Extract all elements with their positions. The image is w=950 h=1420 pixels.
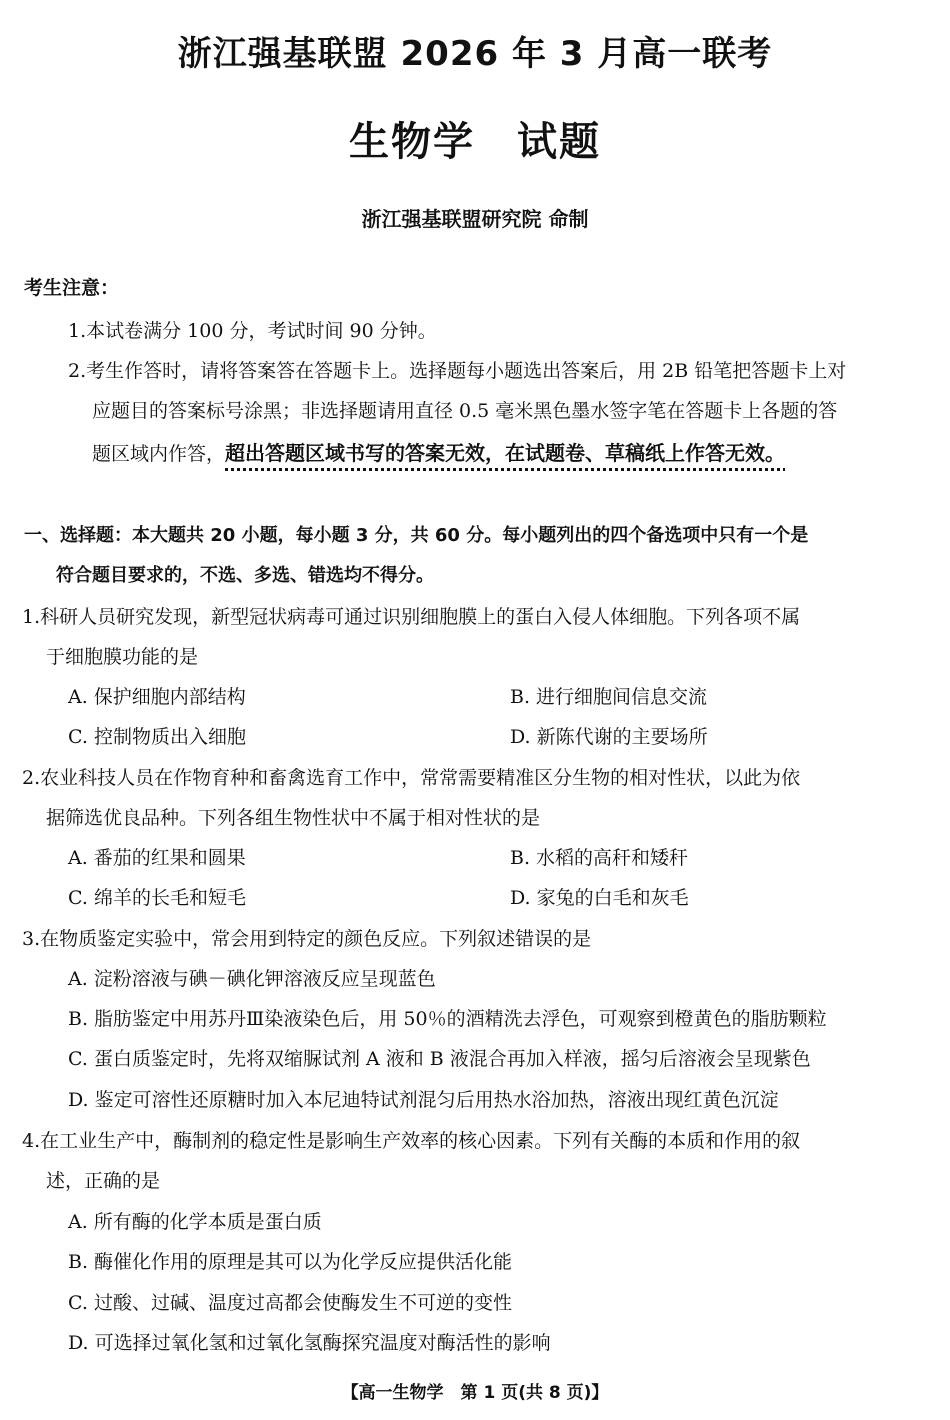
section-1-line-2: 符合题目要求的，不选、多选、错选均不得分。 xyxy=(56,565,434,586)
exam-title: 浙江强基联盟 2026 年 3 月高一联考 xyxy=(177,34,773,74)
question-4-stem-line-2: 述，正确的是 xyxy=(46,1170,161,1192)
question-3-option-c: C. 蛋白质鉴定时，先将双缩脲试剂 A 液和 B 液混合再加入样液，摇匀后溶液会呈现紫色 xyxy=(68,1048,811,1070)
question-1-option-b: B. 进行细胞间信息交流 xyxy=(510,686,708,708)
notice-item-1: 1.本试卷满分 100 分，考试时间 90 分钟。 xyxy=(68,320,437,342)
question-1-stem-line-1: 1.科研人员研究发现，新型冠状病毒可通过识别细胞膜上的蛋白入侵人体细胞。下列各项不属 xyxy=(22,606,801,628)
notice-item-2-line-1: 2.考生作答时，请将答案答在答题卡上。选择题每小题选出答案后，用 2B 铅笔把答题卡上对 xyxy=(68,360,847,382)
question-4-option-a: A. 所有酶的化学本质是蛋白质 xyxy=(68,1211,322,1233)
subject-title: 生物学 试题 xyxy=(349,119,601,165)
notice-heading: 考生注意： xyxy=(24,277,120,299)
author-line: 浙江强基联盟研究院 命制 xyxy=(361,207,589,231)
page-footer: 【高一生物学 第 1 页(共 8 页)】 xyxy=(341,1383,609,1403)
notice-emphasis-text: 超出答题区域书写的答案无效，在试题卷、草稿纸上作答无效。 xyxy=(225,441,786,465)
question-1-stem-line-2: 于细胞膜功能的是 xyxy=(46,646,199,668)
section-1-line-1: 一、选择题：本大题共 20 小题，每小题 3 分，共 60 分。每小题列出的四个备选项中只有一个是 xyxy=(24,525,809,546)
question-2-option-b: B. 水稻的高秆和矮秆 xyxy=(510,847,689,869)
notice-item-2-line-3-prefix: 题区域内作答， xyxy=(92,443,226,465)
question-1-option-a: A. 保护细胞内部结构 xyxy=(68,686,246,708)
question-3-option-a: A. 淀粉溶液与碘－碘化钾溶液反应呈现蓝色 xyxy=(68,968,436,990)
notice-item-2-line-3 xyxy=(92,440,785,467)
question-2-option-c: C. 绵羊的长毛和短毛 xyxy=(68,887,246,909)
question-2-option-a: A. 番茄的红果和圆果 xyxy=(68,847,246,869)
question-3-stem: 3.在物质鉴定实验中，常会用到特定的颜色反应。下列叙述错误的是 xyxy=(22,928,592,950)
question-3-option-d: D. 鉴定可溶性还原糖时加入本尼迪特试剂混匀后用热水浴加热，溶液出现红黄色沉淀 xyxy=(68,1089,779,1111)
question-3-option-b: B. 脂肪鉴定中用苏丹Ⅲ染液染色后，用 50％的酒精洗去浮色，可观察到橙黄色的脂肪颗粒 xyxy=(68,1008,827,1030)
question-1-option-d: D. 新陈代谢的主要场所 xyxy=(510,726,708,748)
question-2-option-d: D. 家兔的白毛和灰毛 xyxy=(510,887,689,909)
question-4-option-d: D. 可选择过氧化氢和过氧化氢酶探究温度对酶活性的影响 xyxy=(68,1332,551,1354)
question-2-stem-line-1: 2.农业科技人员在作物育种和畜禽选育工作中，常常需要精准区分生物的相对性状，以此为依 xyxy=(22,767,801,789)
question-4-option-b: B. 酶催化作用的原理是其可以为化学反应提供活化能 xyxy=(68,1251,513,1273)
question-4-stem-line-1: 4.在工业生产中，酶制剂的稳定性是影响生产效率的核心因素。下列有关酶的本质和作用的叙 xyxy=(22,1130,801,1152)
question-2-stem-line-2: 据筛选优良品种。下列各组生物性状中不属于相对性状的是 xyxy=(46,807,541,829)
question-4-option-c: C. 过酸、过碱、温度过高都会使酶发生不可逆的变性 xyxy=(68,1292,512,1314)
notice-item-2-line-2: 应题目的答案标号涂黑；非选择题请用直径 0.5 毫米黑色墨水签字笔在答题卡上各题的答 xyxy=(92,400,838,422)
question-1-option-c: C. 控制物质出入细胞 xyxy=(68,726,246,748)
